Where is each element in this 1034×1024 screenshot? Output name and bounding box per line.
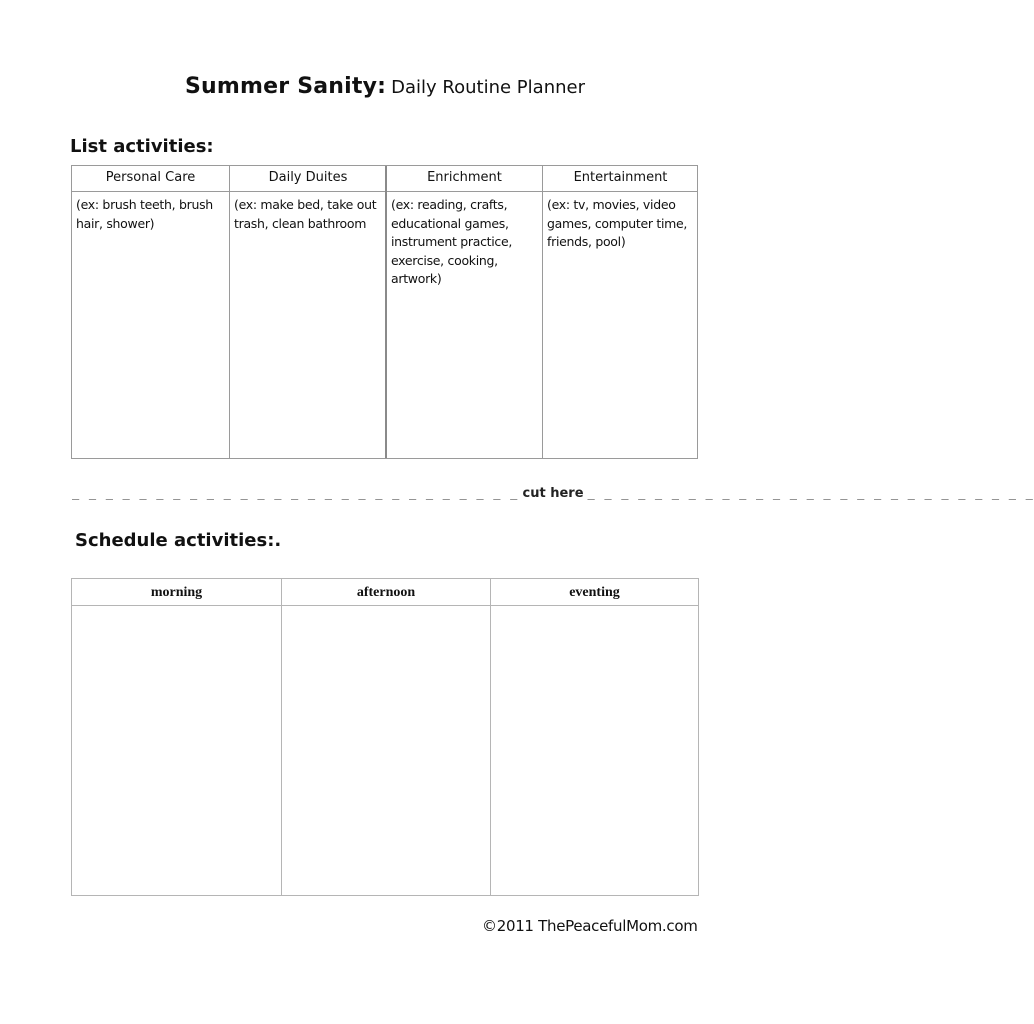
activities-table <box>71 165 698 459</box>
schedule-column-afternoon <box>281 579 490 895</box>
column-example-text: (ex: brush teeth, brush hair, shower) <box>76 197 213 231</box>
column-example-text: (ex: reading, crafts, educational games, instrument practice, exercise, cooking, artwork) <box>391 197 513 286</box>
column-header: afternoon <box>356 585 416 600</box>
column-example-text: (ex: tv, movies, video games, computer time, friends, pool) <box>547 197 688 249</box>
schedule-column-morning <box>72 579 281 895</box>
schedule-table <box>71 578 699 896</box>
title-main: Summer Sanity: <box>185 74 387 99</box>
activities-column-daily-duties <box>229 166 386 458</box>
cut-line-dashes-left: _ _ _ _ _ _ _ _ _ _ _ _ _ _ _ _ _ _ _ _ _ _ _ _ _ _ _ <box>72 486 519 500</box>
copyright-footer <box>482 917 698 935</box>
copyright-text: 2011 ThePeacefulMom.com <box>496 917 698 935</box>
activities-column-enrichment <box>385 166 542 458</box>
column-header: eventing <box>569 585 620 600</box>
copyright-symbol: © <box>482 917 497 935</box>
cut-line-label: cut here <box>522 486 584 501</box>
activities-column-entertainment <box>542 166 698 458</box>
page-title <box>0 74 770 99</box>
list-activities-heading: List activities: <box>70 136 214 157</box>
title-subtitle: Daily Routine Planner <box>391 77 585 98</box>
column-header: Daily Duites <box>268 170 348 185</box>
activities-column-personal-care <box>72 166 229 458</box>
column-header: Entertainment <box>573 170 668 185</box>
schedule-column-evening <box>490 579 698 895</box>
schedule-activities-heading: Schedule activities:. <box>75 530 282 551</box>
column-example-text: (ex: make bed, take out trash, clean bathroom <box>234 197 377 231</box>
column-header: morning <box>150 585 203 600</box>
cut-line <box>72 486 1034 501</box>
column-header: Enrichment <box>427 170 502 185</box>
cut-line-dashes-right: _ _ _ _ _ _ _ _ _ _ _ _ _ _ _ _ _ _ _ _ _ _ _ _ _ _ _ <box>587 486 1034 500</box>
column-header: Personal Care <box>105 170 196 185</box>
